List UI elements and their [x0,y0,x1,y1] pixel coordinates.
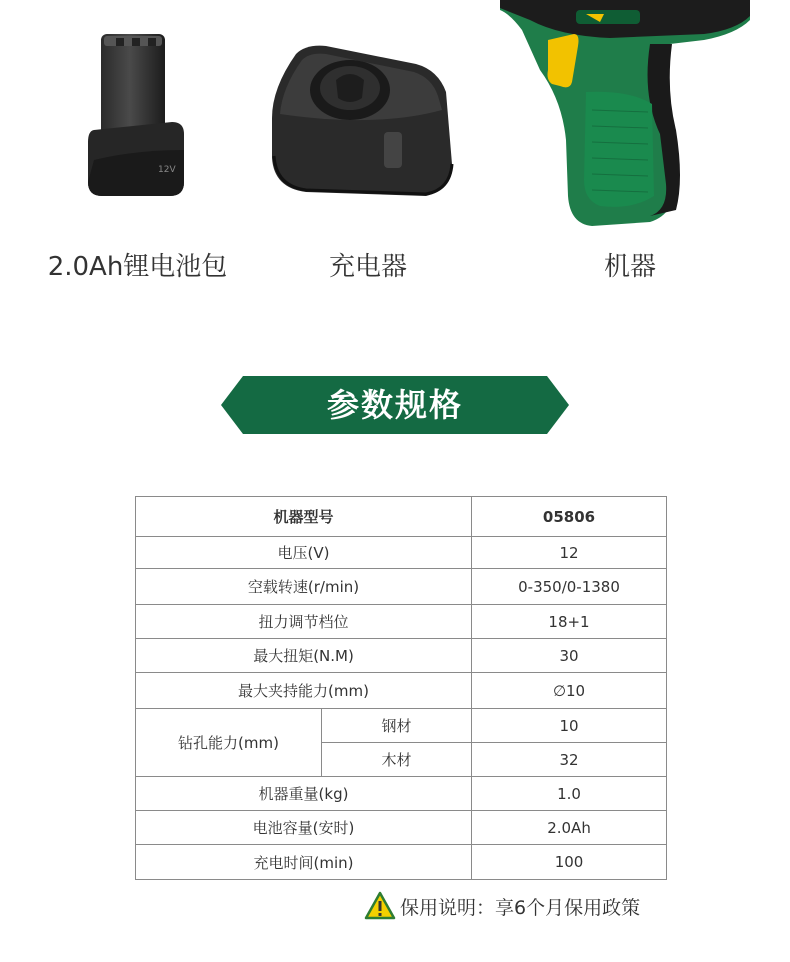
spec-label: 电池容量(安时) [136,811,472,845]
table-row [136,811,667,845]
spec-value: 0-350/0-1380 [472,569,667,605]
battery-pack-label: 2.0Ah锂电池包 [47,252,228,282]
spec-label: 空载转速(r/min) [136,569,472,605]
spec-label: 扭力调节档位 [136,605,472,639]
charger-label: 充电器 [328,252,407,282]
drill-icon [500,0,750,240]
section-title: 参数规格 [326,386,463,424]
tool-label: 机器 [603,252,656,282]
drilling-material: 钢材 [322,709,472,743]
drilling-material: 木材 [322,743,472,777]
warranty-text: 保用说明：享6个月保用政策 [400,896,641,919]
table-row [136,639,667,673]
battery-icon [80,0,190,210]
model-value: 05806 [472,497,667,537]
table-row [136,605,667,639]
drilling-label: 钻孔能力(mm) [136,709,322,777]
spec-value: 1.0 [472,777,667,811]
charger-icon [266,40,456,210]
table-row [136,537,667,569]
spec-label: 充电时间(min) [136,845,472,880]
spec-table [135,496,667,880]
spec-value: 30 [472,639,667,673]
spec-value: 10 [472,709,667,743]
table-row [136,709,667,743]
battery-pack-image [80,0,190,210]
spec-label: 电压(V) [136,537,472,569]
spec-label: 机器重量(kg) [136,777,472,811]
spec-value: 32 [472,743,667,777]
warning-triangle-icon [364,891,396,921]
table-row [136,777,667,811]
spec-label: 最大扭矩(N.M) [136,639,472,673]
table-row [136,845,667,880]
table-row [136,673,667,709]
spec-label: 最大夹持能力(mm) [136,673,472,709]
model-label: 机器型号 [136,497,472,537]
spec-value: 2.0Ah [472,811,667,845]
warranty-note [364,889,640,923]
tool-image [500,0,750,240]
charger-image [266,40,456,210]
spec-value: 12 [472,537,667,569]
spec-value: 18+1 [472,605,667,639]
table-header-row [136,497,667,537]
table-row [136,569,667,605]
battery-voltage-marking: 12V [158,165,176,175]
spec-value: ∅10 [472,673,667,709]
spec-value: 100 [472,845,667,880]
